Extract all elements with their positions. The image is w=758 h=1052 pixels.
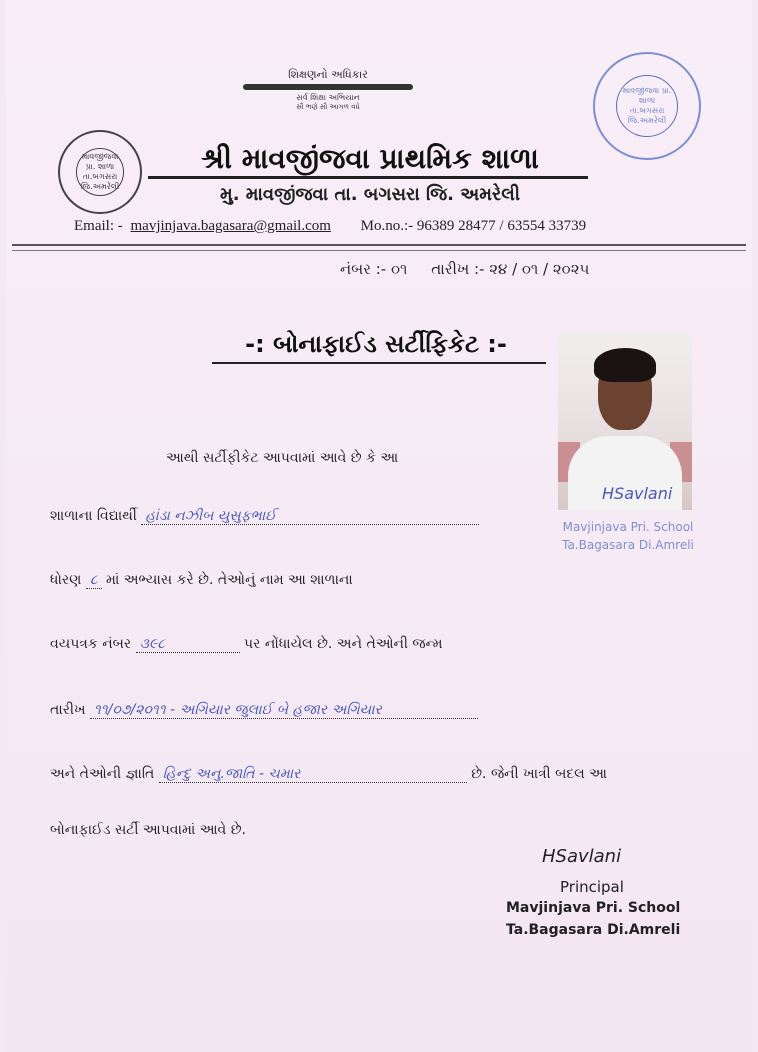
standard-label: ધોરણ bbox=[50, 572, 82, 588]
register-text: પર નોંધાયેલ છે. અને તેઓની જન્મ bbox=[244, 636, 443, 652]
certificate-title: -: બોનાફાઈડ સર્ટીફિકેટ :- bbox=[245, 330, 507, 358]
seal-bottom: તા.બગસરા જિ.અમરેલી bbox=[627, 106, 667, 125]
cert-line-6 bbox=[50, 766, 607, 783]
dob-label: તારીખ bbox=[50, 702, 86, 718]
standard-field: ૮ bbox=[86, 572, 102, 589]
school-seal-top-right bbox=[593, 52, 701, 160]
divider bbox=[12, 250, 746, 251]
school-address: મુ. માવજીંજવા તા. બગસરા જિ. અમરેલી bbox=[220, 184, 520, 205]
logo-line2: સર્વ શિક્ષા અભિયાન bbox=[296, 93, 360, 102]
stamp-school: Mavjinjava Pri. School bbox=[562, 520, 694, 534]
pencil-icon bbox=[243, 84, 413, 90]
logo-tagline: શિક્ષણનો અધિકાર bbox=[288, 68, 368, 81]
mobile-number: Mo.no.:- 96389 28477 / 63554 33739 bbox=[360, 218, 587, 234]
cert-line-7: બોનાફાઈડ સર્ટી આપવામાં આવે છે. bbox=[50, 822, 246, 838]
photo-school-stamp bbox=[548, 518, 708, 554]
photo-hair bbox=[594, 348, 656, 382]
ref-number: નંબર :- ૦૧ bbox=[340, 260, 408, 278]
cert-line-3 bbox=[50, 572, 353, 589]
caste-field: હિન્દુ અનુ.જાતિ - ચમાર bbox=[159, 766, 467, 783]
contact-line bbox=[74, 218, 694, 235]
seal-text: માવજીંજવા પ્રા. શાળા bbox=[622, 86, 672, 105]
logo-line3: સૌ ભણે સૌ આગળ વધે bbox=[296, 103, 360, 111]
stamp-taluka: Ta.Bagasara Di.Amreli bbox=[562, 538, 694, 552]
school-seal-left bbox=[58, 130, 142, 214]
email-link[interactable]: mavjinjava.bagasara@gmail.com bbox=[130, 218, 331, 234]
cert-line-2 bbox=[50, 508, 479, 525]
email-label: Email: - bbox=[74, 218, 123, 234]
register-label: વયપત્રક નંબર bbox=[50, 636, 132, 652]
ref-number-date bbox=[340, 260, 589, 278]
standard-text: માં અભ્યાસ કરે છે. તેઓનું નામ આ શાળાના bbox=[105, 572, 353, 588]
title-underline bbox=[148, 176, 588, 179]
ref-date: તારીખ :- ૨૪ / ૦૧ / ૨૦૨૫ bbox=[431, 260, 590, 278]
principal-signature: HSavlani bbox=[542, 846, 622, 867]
principal-taluka: Ta.Bagasara Di.Amreli bbox=[506, 922, 681, 938]
shikshan-logo bbox=[238, 68, 418, 128]
caste-label: અને તેઓની જ્ઞાતિ bbox=[50, 766, 155, 782]
cert-line-4 bbox=[50, 636, 443, 653]
school-name: શ્રી માવજીંજવા પ્રાથમિક શાળા bbox=[201, 142, 539, 175]
seal-bottom: તા.બગસરા જિ.અમરેલી bbox=[80, 171, 120, 191]
certificate-title-underline bbox=[212, 362, 546, 364]
caste-text: છે. જેની ખાત્રી બદલ આ bbox=[471, 766, 607, 782]
photo-signature: HSavlani bbox=[602, 484, 673, 503]
cert-line-1: આથી સર્ટીફીકેટ આપવામાં આવે છે કે આ bbox=[166, 450, 399, 466]
student-label: શાળાના વિદ્યાર્થી bbox=[50, 508, 137, 524]
student-name-field: હાંડા નઝીબ યુસુફભાઈ bbox=[141, 508, 479, 525]
dob-field: ૧૧/૦૭/૨૦૧૧ - અગિયાર જુલાઈ બે હજાર અગિયાર bbox=[90, 702, 478, 719]
register-number-field: ૩૯૮ bbox=[136, 636, 240, 653]
seal-text: માવજીંજવા પ્રા. શાળા bbox=[81, 151, 119, 171]
principal-role: Principal bbox=[560, 878, 624, 896]
cert-line-5 bbox=[50, 702, 478, 719]
divider bbox=[12, 244, 746, 246]
principal-school: Mavjinjava Pri. School bbox=[506, 900, 681, 916]
